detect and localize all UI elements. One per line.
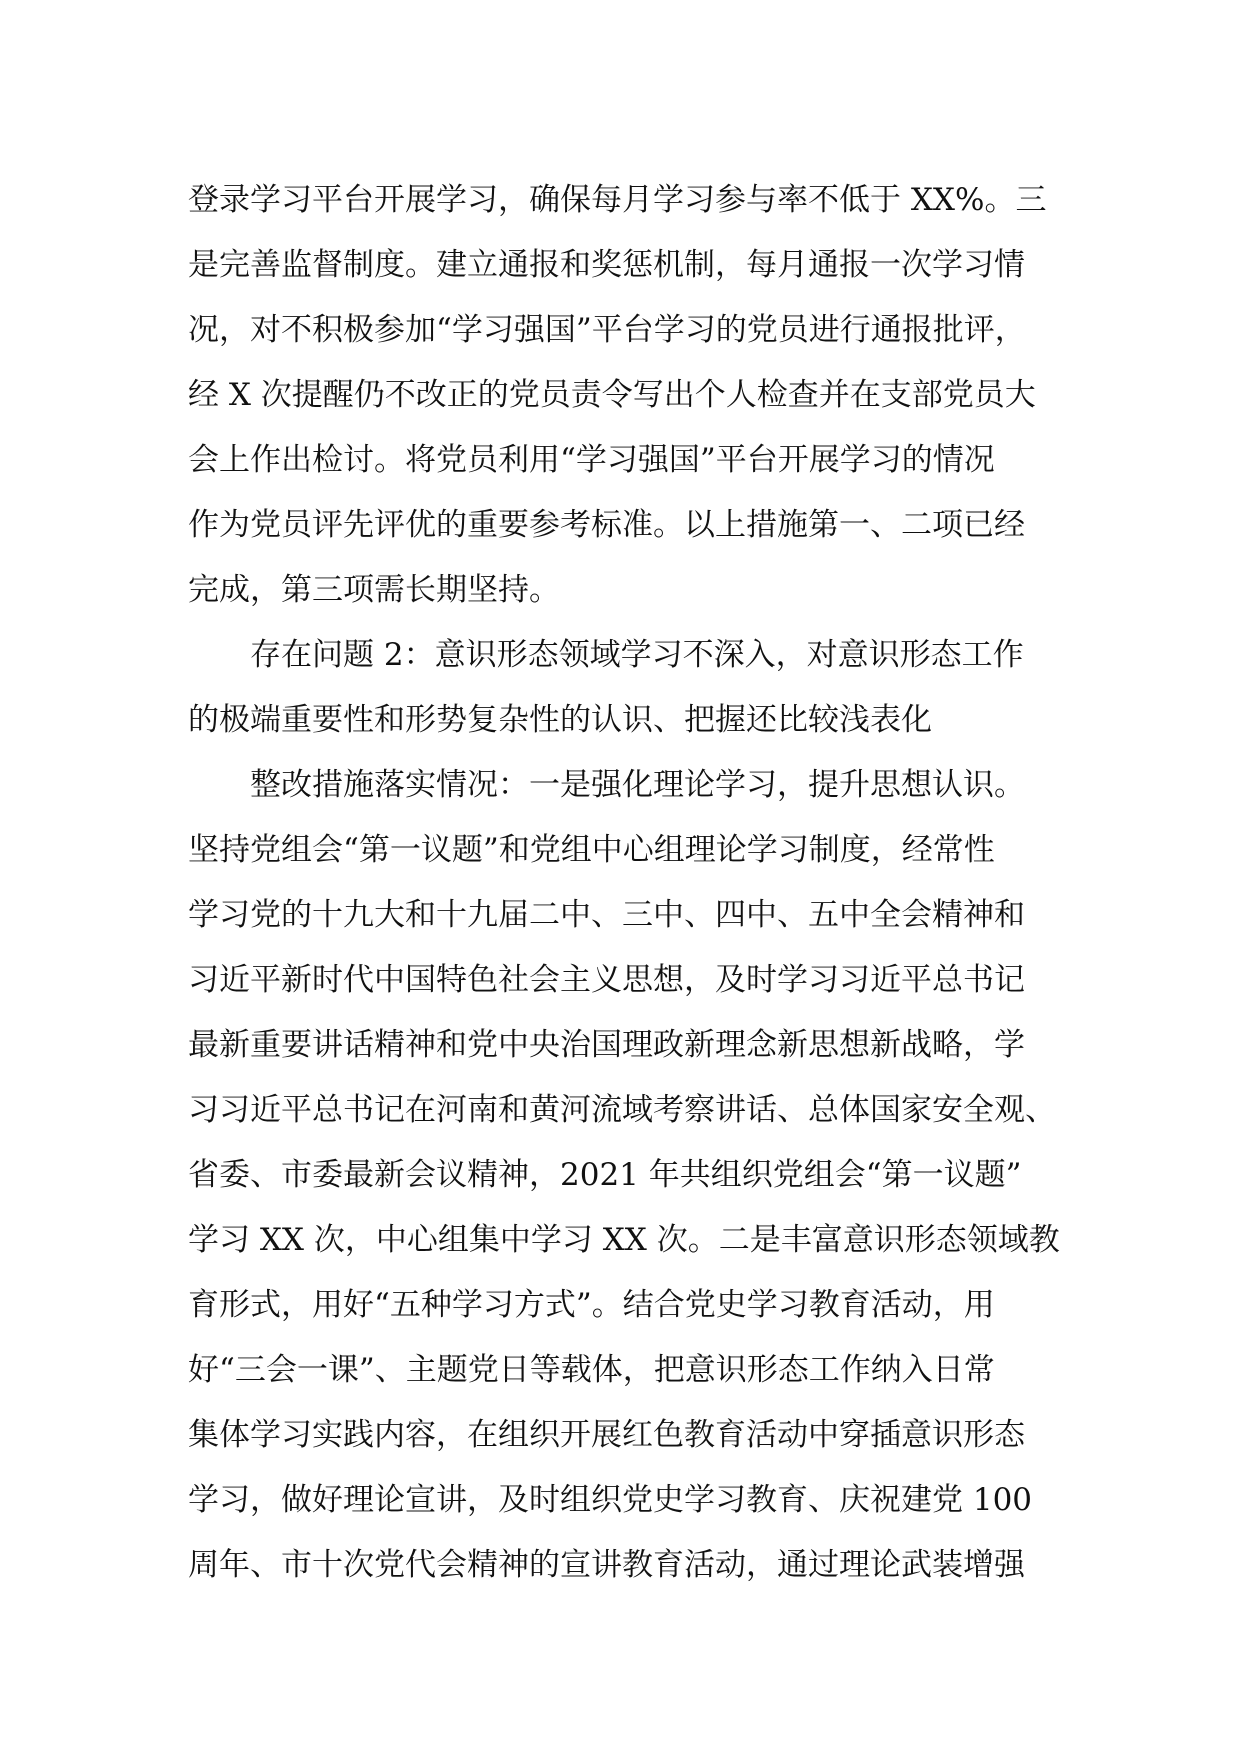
text-line: 习近平新时代中国特色社会主义思想，及时学习习近平总书记 [188,962,1025,998]
text-line: 完成，第三项需长期坚持。 [188,572,560,608]
text-line: 作为党员评先评优的重要参考标准。以上措施第一、二项已经 [188,507,1025,543]
text-line: 省委、市委最新会议精神，2021 年共组织党组会“第一议题” [188,1157,1022,1193]
text-line: 况，对不积极参加“学习强国”平台学习的党员进行通报批评， [188,312,1026,348]
text-line: 学习 XX 次，中心组集中学习 XX 次。二是丰富意识形态领域教 [188,1222,1060,1258]
paragraph-start-line: 整改措施落实情况：一是强化理论学习，提升思想认识。 [250,767,1025,803]
text-line: 育形式，用好“五种学习方式”。结合党史学习教育活动，用 [188,1287,995,1323]
paragraph-start-line: 存在问题 2：意识形态领域学习不深入，对意识形态工作 [250,637,1024,673]
text-line: 学习，做好理论宣讲，及时组织党史学习教育、庆祝建党 100 [188,1482,1033,1518]
text-line: 会上作出检讨。将党员利用“学习强国”平台开展学习的情况 [188,442,995,478]
text-line: 好“三会一课”、主题党日等载体，把意识形态工作纳入日常 [188,1352,995,1388]
text-line: 坚持党组会“第一议题”和党组中心组理论学习制度，经常性 [188,832,995,868]
text-line: 学习党的十九大和十九届二中、三中、四中、五中全会精神和 [188,897,1025,933]
text-line: 周年、市十次党代会精神的宣讲教育活动，通过理论武装增强 [188,1547,1025,1583]
text-line: 经 X 次提醒仍不改正的党员责令写出个人检查并在支部党员大 [188,377,1036,413]
text-line: 最新重要讲话精神和党中央治国理政新理念新思想新战略，学 [188,1027,1025,1063]
text-line: 登录学习平台开展学习，确保每月学习参与率不低于 XX%。三 [188,182,1047,218]
text-line: 是完善监督制度。建立通报和奖惩机制，每月通报一次学习情 [188,247,1025,283]
body-text [188,168,1068,1598]
text-line: 的极端重要性和形势复杂性的认识、把握还比较浅表化 [188,702,932,738]
text-line: 习习近平总书记在河南和黄河流域考察讲话、总体国家安全观、 [188,1092,1056,1128]
text-line: 集体学习实践内容，在组织开展红色教育活动中穿插意识形态 [188,1417,1025,1453]
